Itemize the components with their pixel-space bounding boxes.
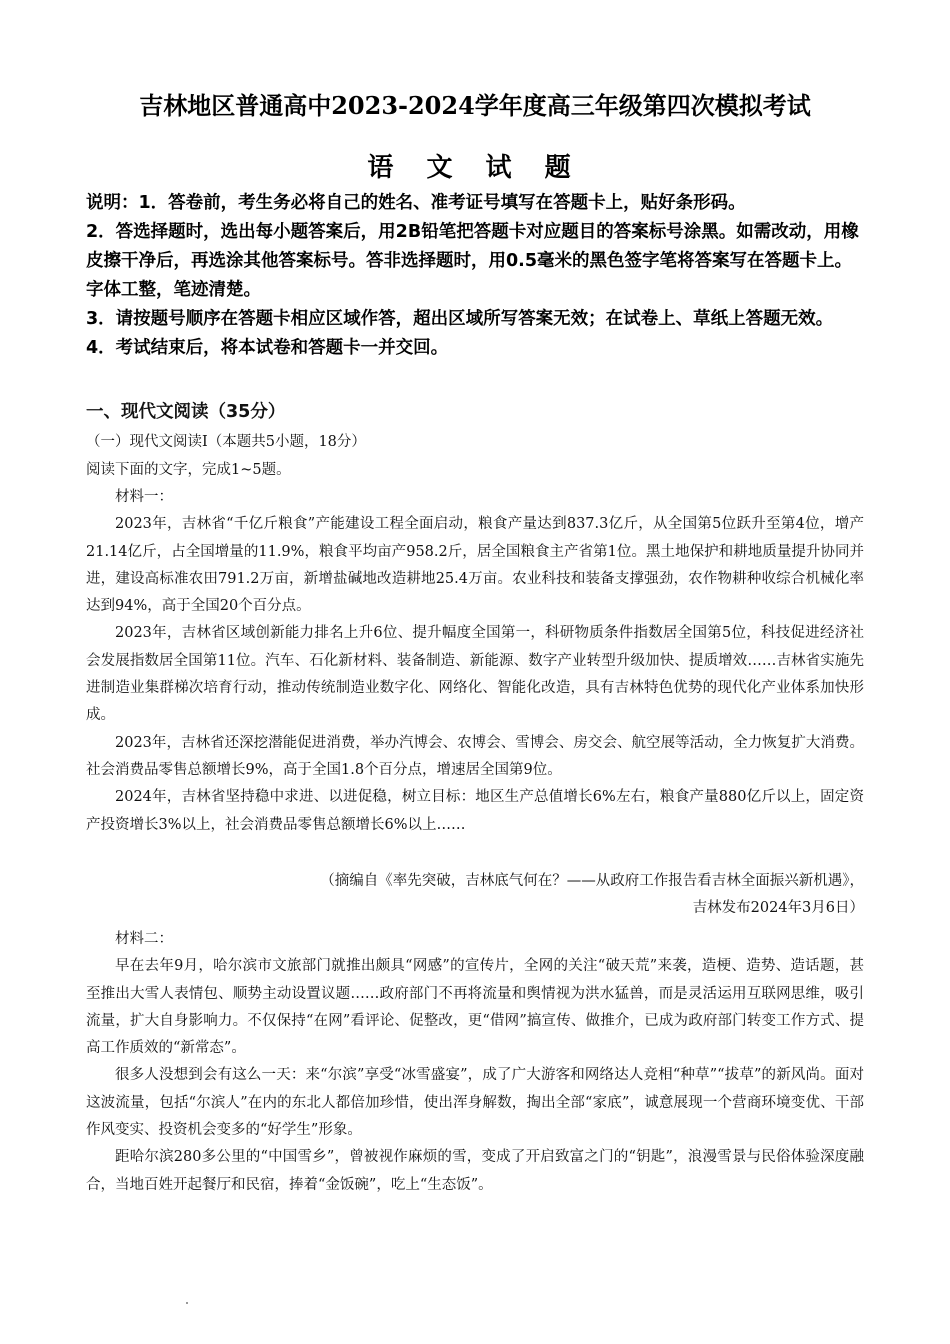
source-citation [164,868,864,922]
paragraph: 很多人没想到会有这么一天：来“尔滨”享受“冰雪盛宴”，成了广大游客和网络达人竞相“种草”“拔草”的新风尚。面对这波流量，包括“尔滨人”在内的东北人都倍加珍惜，使出浑身解数，掏出全部“家底”，诚意展现一个营商环境变优、干部作风变实、投资机会变多的“好学生”形象。 [86,1067,864,1139]
scan-dot [186,1302,188,1304]
section-heading: 一、现代文阅读（35分） [86,402,286,422]
reading-instruction: 阅读下面的文字，完成1~5题。 [86,462,291,478]
instruction-note: 说明：1．答卷前，考生务必将自己的姓名、准考证号填写在答题卡上，贴好条形码。 [86,193,746,213]
material-two-label: 材料二： [115,931,173,947]
exam-subject: 语 文 试 题 [367,153,583,183]
instructions-block [86,189,866,363]
citation-line: （摘编自《率先突破，吉林底气何在？——从政府工作报告看吉林全面振兴新机遇》， [320,873,864,889]
citation-line: 吉林发布2024年3月6日） [692,900,864,916]
paragraph: 早在去年9月，哈尔滨市文旅部门就推出颇具“网感”的宣传片，全网的关注“破天荒”来袭，造梗、造势、造话题，甚至推出大雪人表情包、顺势主动设置议题……政府部门不再将流量和舆情视为洪水猛兽，而是灵活运用互联网思维，吸引流量，扩大自身影响力。不仅保持“在网”看评论、促整改，更“借网”搞宣传、做推介，已成为政府部门转变工作方式、提高工作质效的“新常态”。 [86,958,864,1057]
paragraph: 距哈尔滨280多公里的“中国雪乡”，曾被视作麻烦的雪，变成了开启致富之门的“钥匙”，浪漫雪景与民俗体验深度融合，当地百姓开起餐厅和民宿，捧着“金饭碗”，吃上“生态饭”。 [86,1149,864,1193]
material-two [86,926,864,1199]
paragraph: 2023年，吉林省“千亿斤粮食”产能建设工程全面启动，粮食产量达到837.3亿斤，从全国第5位跃升至第4位，增产21.14亿斤，占全国增量的11.9%，粮食平均亩产958.2斤，居全国粮食主产省第1位。黑土地保护和耕地质量提升协同并进，建设高标准农田791.2万亩，新增盐碱地改造耕地25.4万亩。农业科技和装备支撑强劲，农作物耕种收综合机械化率达到94%，高于全国20个百分点。 [86,516,864,615]
paragraph: 2023年，吉林省还深挖潜能促进消费，举办汽博会、农博会、雪博会、房交会、航空展等活动，全力恢复扩大消费。社会消费品零售总额增长9%，高于全国1.8个百分点，增速居全国第9位。 [86,734,864,778]
instruction-note: 3．请按题号顺序在答题卡相应区域作答，超出区域所写答案无效；在试卷上、草纸上答题无效。 [86,309,834,329]
paragraph: 2024年，吉林省坚持稳中求进、以进促稳，树立目标：地区生产总值增长6%左右，粮食产量880亿斤以上，固定资产投资增长3%以上，社会消费品零售总额增长6%以上…… [86,789,864,833]
section-subheading: （一）现代文阅读Ⅰ（本题共5小题，18分） [86,434,366,450]
instruction-note: 2．答选择题时，选出每小题答案后，用2B铅笔把答题卡对应题目的答案标号涂黑。如需改动，用橡皮擦干净后，再选涂其他答案标号。答非选择题时，用0.5毫米的黑色签字笔将答案写在答题卡上。字体工整，笔迹清楚。 [86,222,859,300]
material-one [86,484,864,839]
paragraph: 2023年，吉林省区域创新能力排名上升6位、提升幅度全国第一，科研物质条件指数居全国第5位，科技促进经济社会发展指数居全国第11位。汽车、石化新材料、装备制造、新能源、数字产业转型升级加快、提质增效……吉林省实施先进制造业集群梯次培育行动，推动传统制造业数字化、网络化、智能化改造，具有吉林特色优势的现代化产业体系加快形成。 [86,625,864,724]
material-one-label: 材料一： [115,489,173,505]
instruction-note: 4．考试结束后，将本试卷和答题卡一并交回。 [86,338,449,358]
exam-title: 吉林地区普通高中2023-2024学年度高三年级第四次模拟考试 [139,91,811,120]
